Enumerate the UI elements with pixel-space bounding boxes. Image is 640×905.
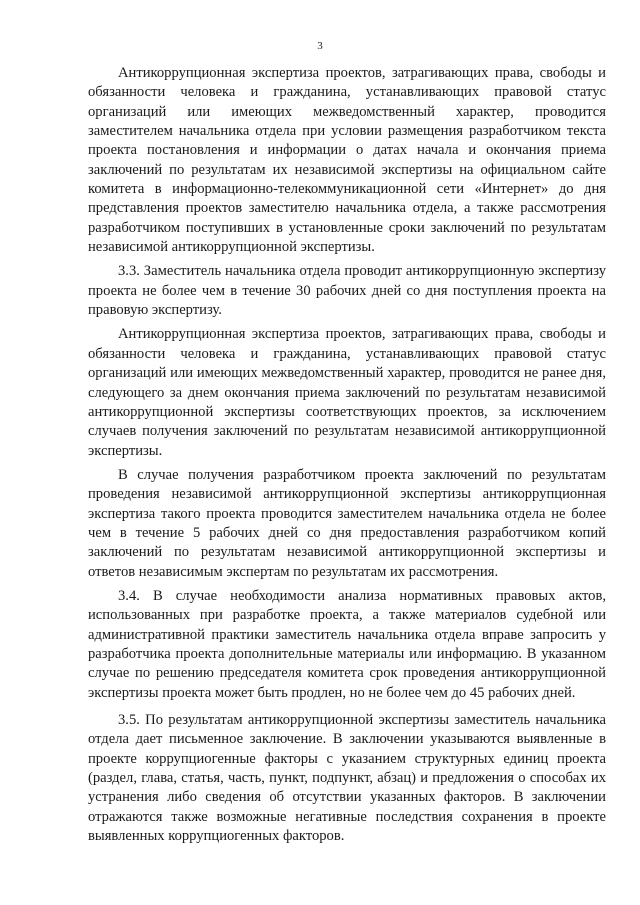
paragraph-3-5: 3.5. По результатам антикоррупционной экспертизы заместитель начальника отдела дает письменное заключение. В заключении указываются выявленные в проекте коррупциогенные факторы с указанием структурных единиц проекта (раздел, глава, статья, часть, пункт, подпункт, абзац) и предложения о способах их устранения либо сведения об отсутствии указанных факторов. В заключении отражаются также возможные негативные последствия сохранения в проекте выявленных коррупциогенных факторов. [88,712,606,845]
page-number: 3 [317,40,323,52]
paragraph-expertise-conditions: Антикоррупционная экспертиза проектов, затрагивающих права, свободы и обязанности человека и гражданина, устанавливающих правовой статус организаций или имеющих межведомственный характер, проводится заместителем начальника отдела при условии размещения разработчиком текста проекта постановления и информации о датах начала и окончания приема заключений по результатам их независимой экспертизы на официальном сайте комитета в информационно-телекоммуникационной сети «Интернет» до дня представления проектов заместителю начальника отдела, а также рассмотрения разработчиком поступивших в установленные сроки заключений по результатам независимой антикоррупционной экспертизы. [88,65,606,256]
paragraph-3-3: 3.3. Заместитель начальника отдела проводит антикоррупционную экспертизу проекта не более чем в течение 30 рабочих дней со дня поступления проекта на правовую экспертизу. [88,263,606,319]
paragraph-3-4: 3.4. В случае необходимости анализа нормативных правовых актов, использованных при разработке проекта, а также материалов судебной или административной практики заместитель начальника отдела вправе запросить у разработчика проекта дополнительные материалы или информацию. В указанном случае по решению председателя комитета срок проведения антикоррупционной экспертизы проекта может быть продлен, но не более чем до 45 рабочих дней. [88,587,606,701]
paragraph-independent-expertise: В случае получения разработчиком проекта заключений по результатам проведения независимой антикоррупционной экспертизы антикоррупционная экспертиза такого проекта проводится заместителем начальника отдела не более чем в течение 5 рабочих дней со дня предоставления разработчиком копий заключений по результатам независимой антикоррупционной экспертизы и ответов независимым экспертам по результатам их рассмотрения. [88,466,606,580]
document-body [88,64,606,846]
paragraph-expertise-timing: Антикоррупционная экспертиза проектов, затрагивающих права, свободы и обязанности человека и гражданина, устанавливающих правовой статус организаций или имеющих межведомственный характер, проводится не ранее дня, следующего за днем окончания приема заключений по результатам независимой антикоррупционной экспертизы соответствующих проектов, за исключением случаев получения заключений по результатам независимой антикоррупционной экспертизы. [88,326,606,459]
